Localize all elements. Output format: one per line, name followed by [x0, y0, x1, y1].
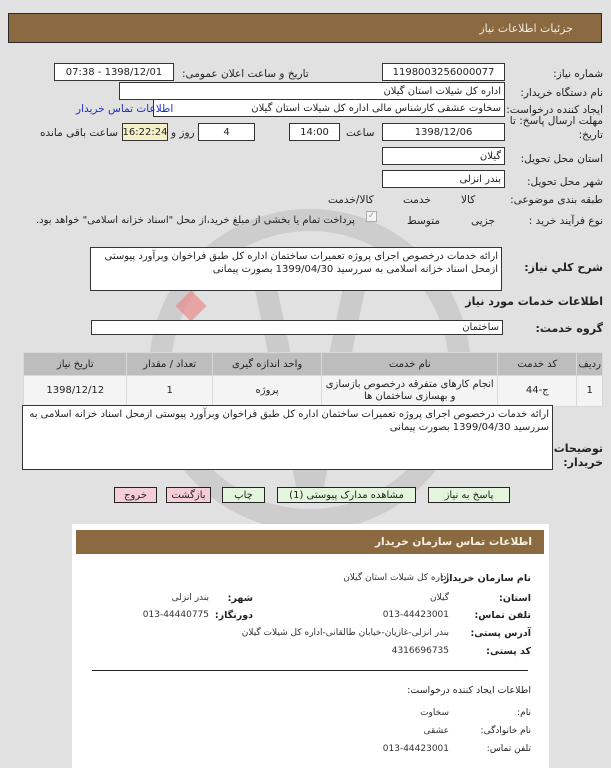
reply-button[interactable]: پاسخ به نیاز	[428, 487, 510, 503]
exit-button[interactable]: خروج	[114, 487, 157, 503]
requester-last-name-value: عشقی	[423, 726, 449, 736]
delivery-city-label: شهر محل تحویل:	[527, 176, 603, 188]
days-field[interactable]: 4	[198, 123, 255, 141]
remaining-time-field: 16:22:24	[122, 123, 168, 141]
deadline-date-field[interactable]: 1398/12/06	[382, 123, 505, 141]
process-option-medium: متوسط	[407, 215, 440, 227]
category-option-service: خدمت	[403, 194, 431, 206]
deadline-label-line2: تاریخ:	[578, 129, 603, 141]
buyer-org-field[interactable]: اداره کل شیلات استان گیلان	[119, 82, 505, 100]
process-option-minor: جزیی	[471, 215, 495, 227]
fax-label: دورنگار:	[214, 610, 253, 621]
view-attachments-button[interactable]: مشاهده مدارک پیوستی (1)	[277, 487, 416, 503]
days-label: روز و	[171, 127, 195, 139]
general-description-label: شرح کلي نياز:	[524, 261, 603, 274]
buyer-org-label: نام دستگاه خریدار:	[520, 87, 603, 99]
org-name-value: اداره کل شیلات استان گیلان	[343, 573, 449, 583]
services-table	[23, 352, 603, 407]
services-section-title: اطلاعات خدمات مورد نیاز	[465, 295, 603, 308]
address-label: آدرس پستی:	[470, 628, 531, 639]
buyer-contact-link[interactable]: اطلاعات تماس خریدار	[76, 103, 174, 115]
phone-label: تلفن تماس:	[474, 610, 531, 621]
province-label: استان:	[499, 593, 531, 604]
treasury-note: پرداخت تمام یا بخشی از مبلغ خرید،از محل "اسناد خزانه اسلامی" خواهد بود.	[36, 215, 355, 226]
need-number-label: شماره نیاز:	[553, 68, 603, 80]
requester-phone-label: تلفن تماس:	[486, 744, 531, 754]
col-quantity: تعداد / مقدار	[127, 353, 212, 376]
postal-code-label: کد پستی:	[486, 646, 531, 657]
cell-quantity: 1	[127, 376, 212, 407]
remaining-label: ساعت باقی مانده	[40, 127, 118, 139]
address-value: بندر انزلی-غازیان-خیابان طالقانی-اداره کل شیلات گیلان	[241, 628, 449, 638]
col-service-code: کد خدمت	[498, 353, 577, 376]
category-option-goods-service: کالا/خدمت	[328, 194, 374, 206]
category-label: طبقه بندی موضوعی:	[510, 194, 603, 206]
section-divider	[92, 670, 528, 671]
buyer-notes-label-line2: خریدار:	[563, 456, 603, 469]
col-service-name: نام خدمت	[322, 353, 498, 376]
service-group-field[interactable]: ساختمان	[91, 320, 503, 335]
city-value: بندر انزلی	[171, 593, 209, 603]
requester-last-name-label: نام خانوادگی:	[480, 726, 531, 736]
table-row	[24, 376, 603, 407]
deadline-time-label: ساعت	[346, 127, 375, 139]
cell-service-code: ج-44	[498, 376, 577, 407]
contact-card-title: اطلاعات تماس سازمان خریدار	[375, 536, 532, 548]
page-header	[8, 13, 602, 43]
contact-card-header	[76, 530, 544, 554]
buyer-contact-card	[72, 524, 549, 768]
cell-need-date: 1398/12/12	[24, 376, 127, 407]
deadline-time-field[interactable]: 14:00	[289, 123, 340, 141]
buyer-notes-textarea[interactable]: ارائه خدمات درخصوص اجرای پروژه تعمیرات ساختمان اداره کل طبق فراخوان وبرآورد پیوستی ازمحل اسناد خزانه اسلامی به سررسید 1399/04/30 بصورت پیمانی	[22, 405, 553, 470]
service-group-label: گروه خدمت:	[535, 322, 603, 335]
cell-unit: پروژه	[212, 376, 321, 407]
requester-first-name-label: نام:	[517, 708, 531, 718]
announce-datetime-field[interactable]: 1398/12/01 - 07:38	[54, 63, 174, 81]
fax-value: 013-44440775	[142, 610, 209, 620]
announce-datetime-label: تاریخ و ساعت اعلان عمومی:	[182, 68, 309, 80]
print-button[interactable]: چاپ	[222, 487, 265, 503]
requester-first-name-value: سخاوت	[420, 708, 449, 718]
requester-field[interactable]: سخاوت عشقی کارشناس مالی اداره کل شیلات استان گیلان	[153, 99, 505, 117]
col-row-number: ردیف	[577, 353, 603, 376]
col-need-date: تاریخ نیاز	[24, 353, 127, 376]
requester-phone-value: 013-44423001	[382, 744, 449, 754]
org-name-label: نام سازمان خریدار:	[440, 573, 531, 584]
delivery-province-field[interactable]: گیلان	[382, 147, 505, 165]
province-value: گیلان	[430, 593, 449, 603]
treasury-checkbox[interactable]: ✓	[367, 211, 376, 221]
postal-code-value: 4316696735	[391, 646, 449, 656]
phone-value: 013-44423001	[382, 610, 449, 620]
purchase-process-label: نوع فرآیند خرید :	[528, 215, 603, 227]
table-header-row	[24, 353, 603, 376]
buyer-notes-label-line1: توضیحات	[553, 442, 603, 455]
deadline-label-line1: مهلت ارسال پاسخ: تا	[509, 115, 603, 127]
requester-section-title: اطلاعات ایجاد کننده درخواست:	[407, 685, 531, 696]
delivery-city-field[interactable]: بندر انزلی	[382, 170, 505, 188]
col-unit: واحد اندازه گیری	[212, 353, 321, 376]
cell-row-number: 1	[577, 376, 603, 407]
category-option-goods: کالا	[461, 194, 476, 206]
page-title: جزئیات اطلاعات نیاز	[479, 21, 573, 35]
city-label: شهر:	[227, 593, 253, 604]
back-button[interactable]: بازگشت	[166, 487, 211, 503]
cell-service-name: انجام کارهای متفرقه درخصوص بازسازی و بهسازی ساختمان ها	[322, 376, 498, 407]
delivery-province-label: استان محل تحویل:	[520, 153, 603, 165]
general-description-textarea[interactable]: ارائه خدمات درخصوص اجرای پروژه تعمیرات ساختمان اداره کل طبق فراخوان وبرآورد پیوستی ازمحل اسناد خزانه اسلامی به سررسید 1399/04/30 بصورت پیمانی	[90, 247, 502, 291]
requester-label: ایجاد کننده درخواست:	[506, 104, 603, 116]
need-number-field[interactable]: 1198003256000077	[382, 63, 505, 81]
